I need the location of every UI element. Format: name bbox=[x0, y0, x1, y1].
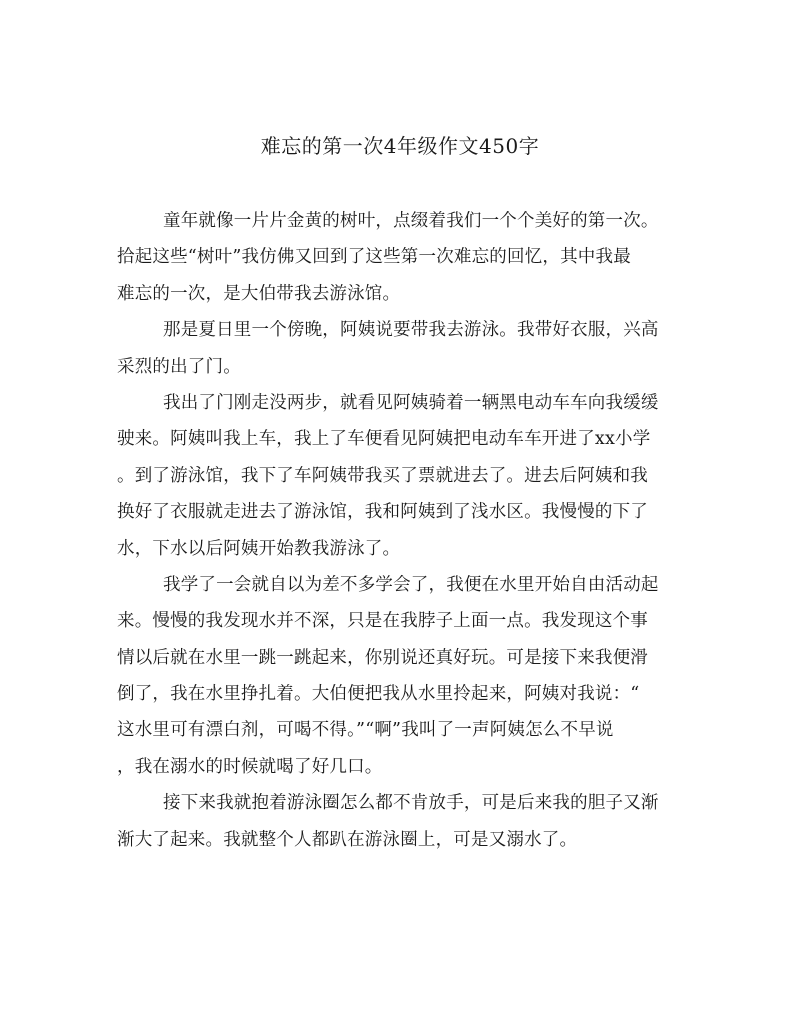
text-line: 我学了一会就自以为差不多学会了，我便在水里开始自由活动起 bbox=[163, 574, 659, 595]
text-line: 倒了，我在水里挣扎着。大伯便把我从水里拎起来，阿姨对我说：“ bbox=[117, 684, 640, 705]
text-line: 情以后就在水里一跳一跳起来，你别说还真好玩。可是接下来我便滑 bbox=[117, 647, 648, 668]
text-line: 渐大了起来。我就整个人都趴在游泳圈上，可是又溺水了。 bbox=[117, 829, 578, 850]
text-line: 来。慢慢的我发现水并不深，只是在我脖子上面一点。我发现这个事 bbox=[117, 611, 648, 632]
essay-body bbox=[117, 203, 697, 858]
text-line: 我出了门刚走没两步，就看见阿姨骑着一辆黑电动车车向我缓缓 bbox=[163, 392, 659, 413]
text-line: 水，下水以后阿姨开始教我游泳了。 bbox=[117, 538, 401, 559]
text-line: 童年就像一片片金黄的树叶，点缀着我们一个个美好的第一次。 bbox=[163, 211, 659, 231]
text-line: 驶来。阿姨叫我上车，我上了车便看见阿姨把电动车车开进了xx小学 bbox=[117, 429, 651, 450]
text-line: 换好了衣服就走进去了游泳馆，我和阿姨到了浅水区。我慢慢的下了 bbox=[117, 502, 648, 523]
text-line: 。到了游泳馆，我下了车阿姨带我买了票就进去了。进去后阿姨和我 bbox=[117, 465, 648, 486]
text-line: 难忘的一次，是大伯带我去游泳馆。 bbox=[117, 283, 401, 304]
text-line: 这水里可有漂白剂，可喝不得。”“啊”我叫了一声阿姨怎么不早说 bbox=[117, 720, 614, 741]
text-line: 接下来我就抱着游泳圈怎么都不肯放手，可是后来我的胆子又渐 bbox=[163, 793, 659, 814]
text-line: 采烈的出了门。 bbox=[117, 356, 241, 377]
text-line: 那是夏日里一个傍晚，阿姨说要带我去游泳。我带好衣服，兴高 bbox=[163, 320, 659, 341]
text-line: 拾起这些“树叶”我仿佛又回到了这些第一次难忘的回忆，其中我最 bbox=[117, 247, 631, 268]
text-line: ，我在溺水的时候就喝了好几口。 bbox=[117, 756, 383, 777]
document-title: 难忘的第一次4年级作文450字 bbox=[260, 134, 540, 158]
